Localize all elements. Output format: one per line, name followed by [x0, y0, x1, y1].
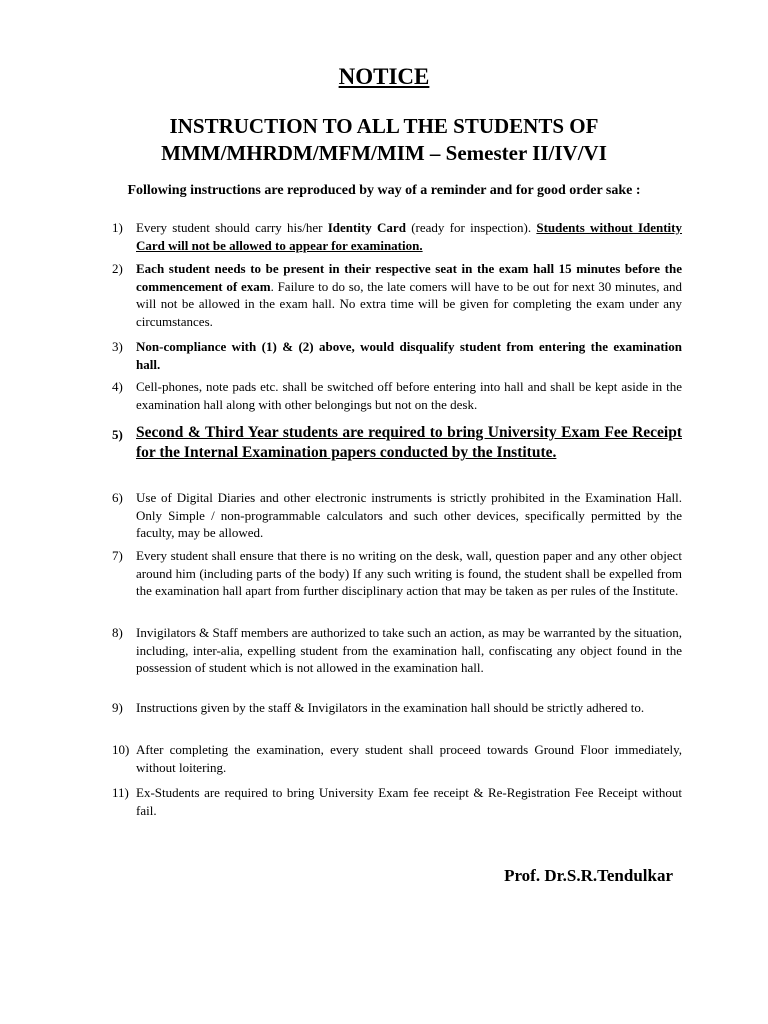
item-underlined-text: Students without Identity Card will not be allowed to appear for examination.: [136, 220, 682, 253]
instruction-item-3: [112, 338, 682, 373]
instruction-item-6: [112, 489, 682, 542]
item-number: 5): [112, 427, 123, 442]
item-text: Every student shall ensure that there is no writing on the desk, wall, question paper and any other object around him (including parts of the body) If any such writing is found, the student shall be expelled from the examination hall apart from further disciplinary action that may be taken as per rules of the Institute.: [136, 548, 682, 598]
instruction-item-2: [112, 260, 682, 330]
item-number: 7): [112, 548, 123, 563]
item-number: 3): [112, 339, 123, 354]
item-number: 8): [112, 625, 123, 640]
notice-heading: [0, 113, 768, 167]
item-underlined-text: Second & Third Year students are required to bring University Exam Fee Receipt for the Internal Examination papers conducted by the Institute.: [136, 424, 682, 461]
item-text-part: . Failure to do so, the late comers will have to be out for next 30 minutes, and will not be allowed in the exam hall. No extra time will be given for completing the exam under any circumstances.: [136, 278, 682, 329]
instruction-item-5: [112, 423, 682, 463]
item-text: [136, 260, 682, 330]
item-bold-text: Each student needs to be present in their respective seat in the exam hall 15 minutes before the commencement of exam: [136, 261, 682, 294]
instruction-item-9: [112, 699, 682, 717]
notice-title: NOTICE: [338, 64, 430, 89]
heading-line-2: MMM/MHRDM/MFM/MIM – Semester II/IV/VI: [161, 141, 607, 165]
item-number: 10): [112, 742, 130, 757]
item-text-part: Every student should carry his/her: [136, 220, 328, 235]
instruction-item-8: [112, 624, 682, 677]
item-text: Instructions given by the staff & Invigilators in the examination hall should be strictly adhered to.: [136, 700, 645, 715]
item-text: Ex-Students are required to bring University Exam fee receipt & Re-Registration Fee Receipt without fail.: [136, 785, 682, 818]
item-bold-text: Non-compliance with (1) & (2) above, would disqualify student from entering the examination hall.: [136, 339, 682, 372]
item-number: 4): [112, 379, 123, 394]
item-number: 6): [112, 490, 123, 505]
item-number: 1): [112, 220, 123, 235]
item-number: 9): [112, 700, 123, 715]
item-text: After completing the examination, every student shall proceed towards Ground Floor immediately, without loitering.: [136, 742, 682, 775]
instruction-item-10: [112, 741, 682, 776]
item-text: Cell-phones, note pads etc. shall be switched off before entering into hall and shall be kept aside in the examination hall along with other belongings but not on the desk.: [136, 379, 682, 412]
item-text: Use of Digital Diaries and other electronic instruments is strictly prohibited in the Examination Hall. Only Simple / non-programmable calculators and such other devices, specifically permitted by the faculty, may be allowed.: [136, 490, 682, 540]
item-bold-text: Identity Card: [327, 220, 406, 235]
instruction-item-4: [112, 378, 682, 413]
instruction-item-11: [112, 784, 682, 819]
signature: Prof. Dr.S.R.Tendulkar: [504, 866, 673, 885]
item-number: 11): [112, 785, 129, 800]
item-text: [136, 219, 682, 254]
instruction-item-7: [112, 547, 682, 600]
item-number: 2): [112, 261, 123, 276]
instruction-item-1: [112, 219, 682, 254]
item-text-part: (ready for inspection).: [405, 220, 537, 235]
intro-text: Following instructions are reproduced by way of a reminder and for good order sake :: [127, 183, 641, 198]
item-text: Invigilators & Staff members are authorized to take such an action, as may be warranted by the situation, including, inter-alia, expelling student from the examination hall, confiscating any object found in the possession of student which is not allowed in the examination hall.: [136, 625, 682, 675]
heading-line-1: INSTRUCTION TO ALL THE STUDENTS OF: [169, 114, 599, 138]
